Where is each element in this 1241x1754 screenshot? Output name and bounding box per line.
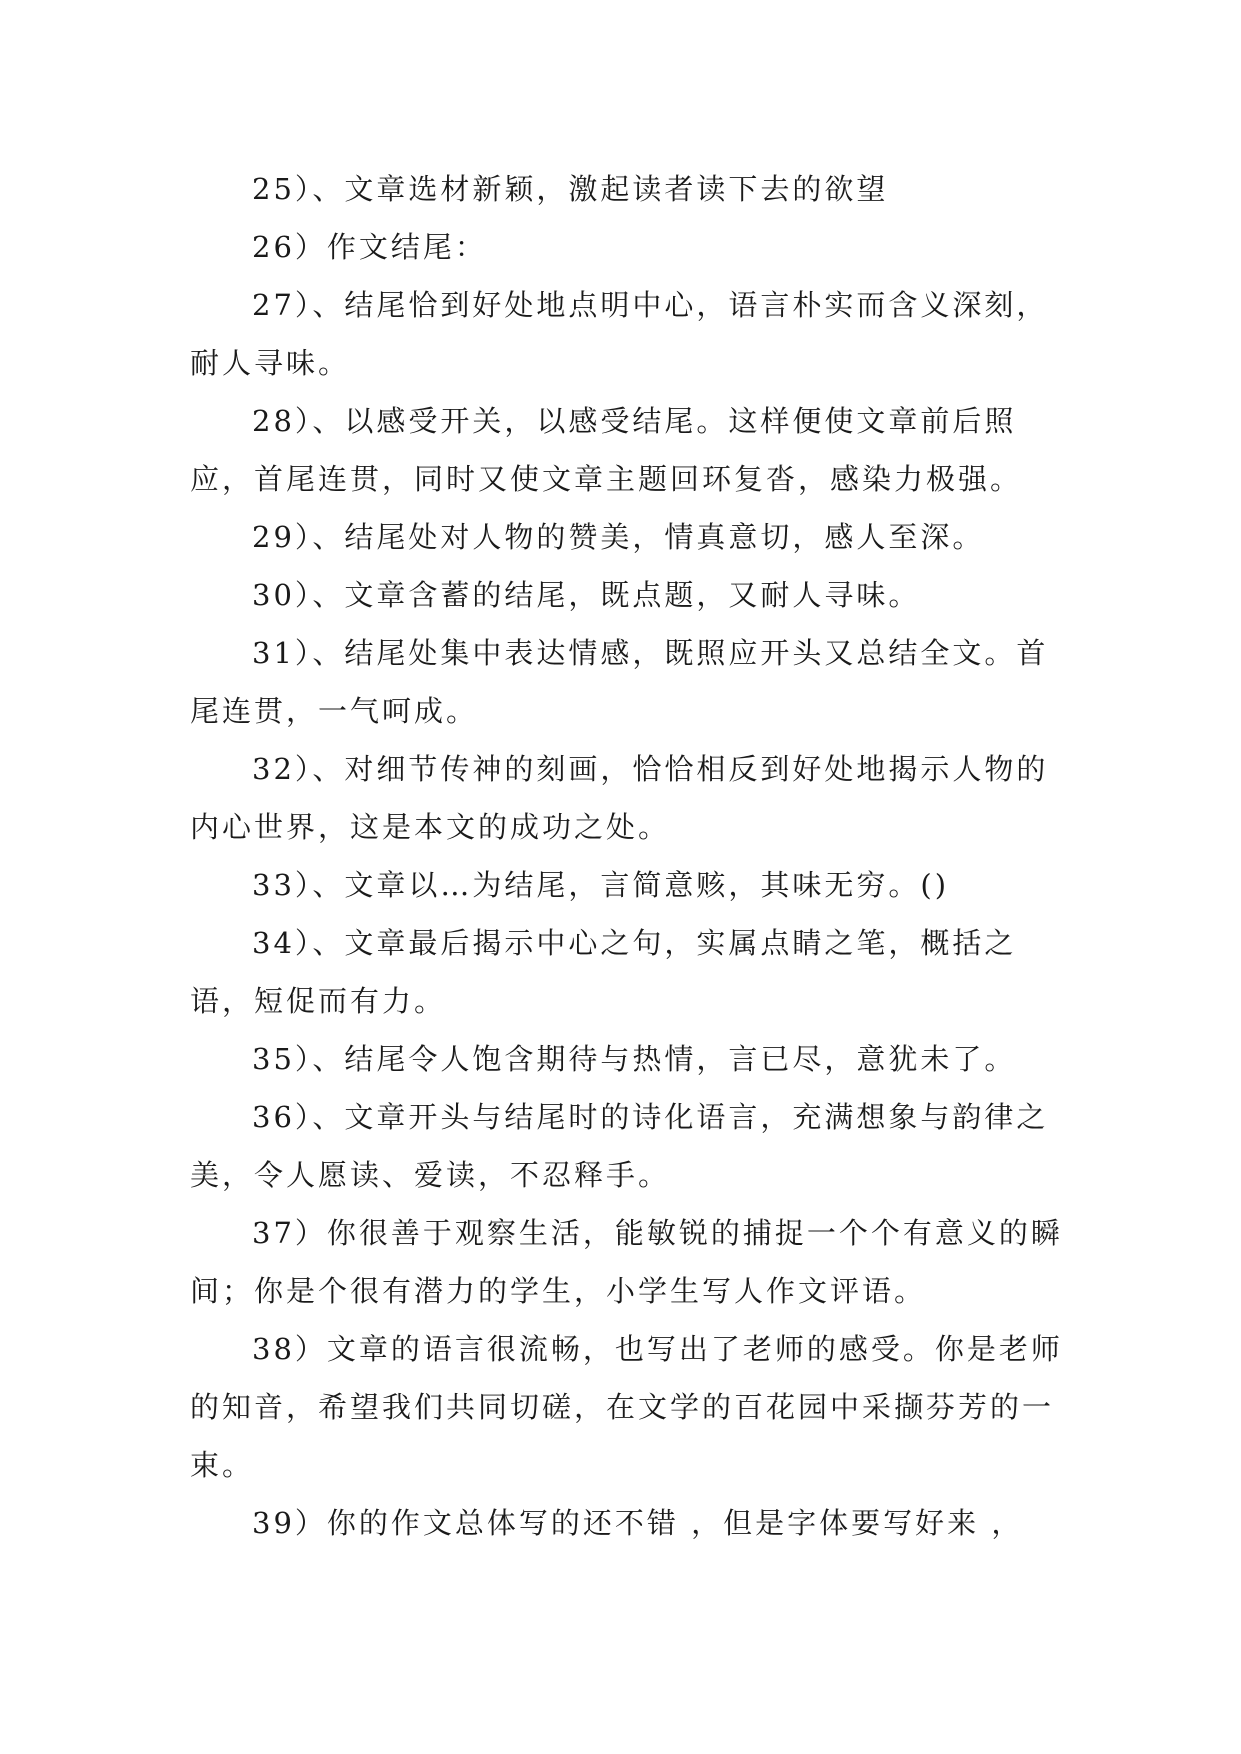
paragraph-34: 34）、文章最后揭示中心之句，实属点睛之笔，概括之语，短促而有力。	[190, 926, 1017, 1018]
paragraph-37: 37）你很善于观察生活，能敏锐的捕捉一个个有意义的瞬间；你是个很有潜力的学生，小学生写人作文评语。	[190, 1216, 1063, 1308]
paragraph-26: 26）作文结尾：	[252, 230, 487, 264]
paragraph-38: 38）文章的语言很流畅，也写出了老师的感受。你是老师的知音，希望我们共同切磋，在文学的百花园中采撷芬芳的一束。	[190, 1332, 1063, 1482]
paragraph-33: 33）、文章以…为结尾，言简意赅，其味无穷。()	[252, 868, 950, 902]
paragraph-30: 30）、文章含蓄的结尾，既点题，又耐人寻味。	[252, 578, 921, 612]
paragraph-36: 36）、文章开头与结尾时的诗化语言，充满想象与韵律之美，令人愿读、爱读，不忍释手。	[190, 1100, 1049, 1192]
paragraph-31: 31）、结尾处集中表达情感，既照应开头又总结全文。首尾连贯，一气呵成。	[190, 636, 1049, 728]
paragraph-39: 39）你的作文总体写的还不错 ，但是字体要写好来 ，	[252, 1506, 1024, 1540]
document-body	[190, 160, 1070, 1552]
paragraph-28: 28）、以感受开关，以感受结尾。这样便使文章前后照应，首尾连贯，同时又使文章主题回环复沓，感染力极强。	[190, 404, 1023, 496]
paragraph-35: 35）、结尾令人饱含期待与热情，言已尽，意犹未了。	[252, 1042, 1017, 1076]
paragraph-25: 25）、文章选材新颖，激起读者读下去的欲望	[252, 172, 889, 206]
paragraph-27: 27）、结尾恰到好处地点明中心，语言朴实而含义深刻，耐人寻味。	[190, 288, 1049, 380]
paragraph-32: 32）、对细节传神的刻画，恰恰相反到好处地揭示人物的内心世界，这是本文的成功之处。	[190, 752, 1049, 844]
paragraph-29: 29）、结尾处对人物的赞美，情真意切，感人至深。	[252, 520, 985, 554]
